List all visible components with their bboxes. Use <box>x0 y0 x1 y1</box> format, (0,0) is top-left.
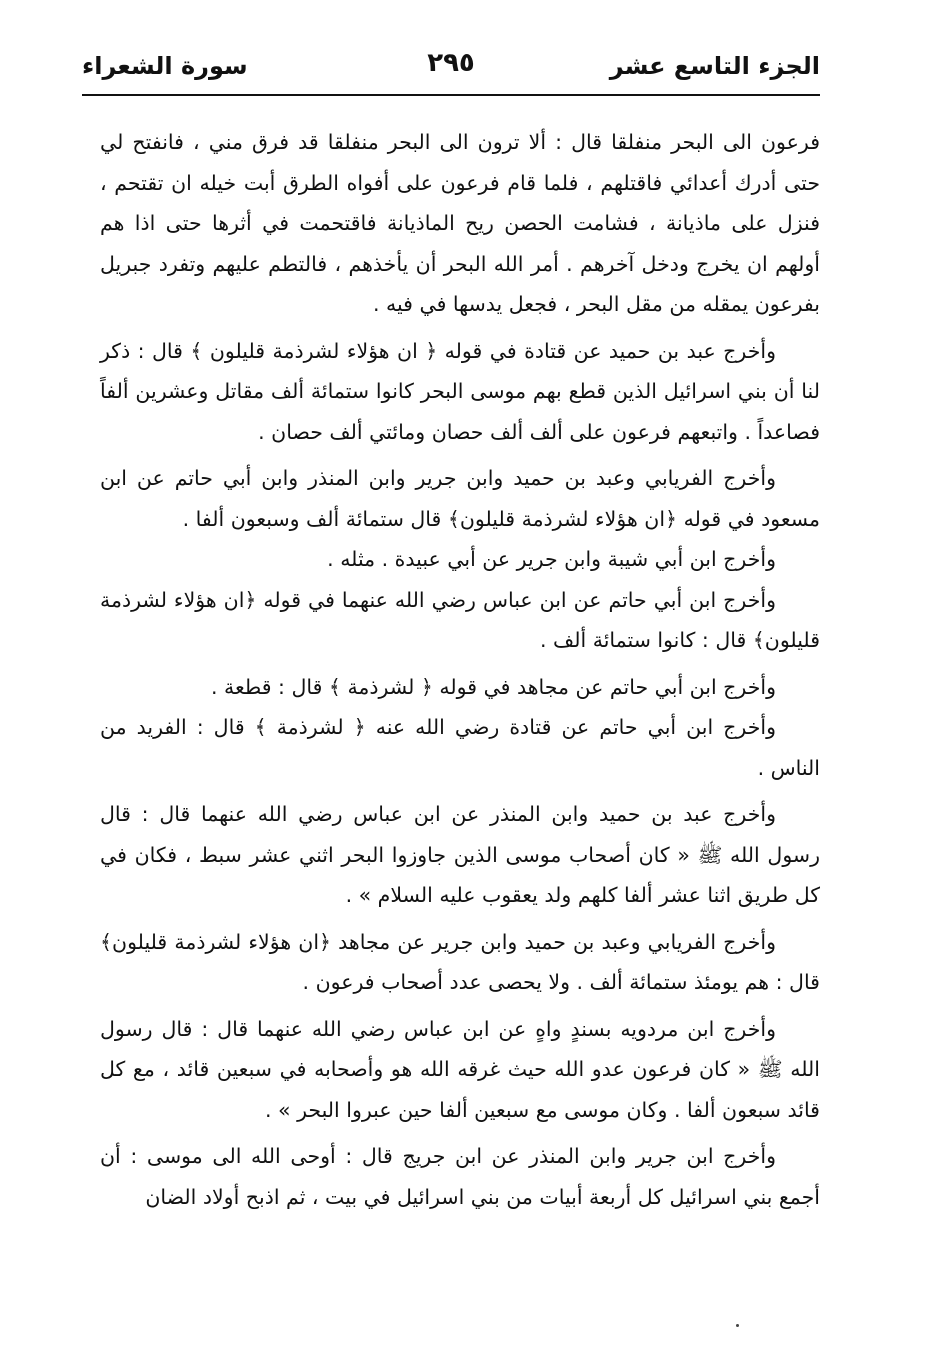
scan-speck <box>736 1324 739 1327</box>
paragraph: وأخرج عبد بن حميد عن قتادة في قوله ﴿ ان هؤلاء لشرذمة قليلون ﴾ قال : ذكر لنا أن بني اسرائيل الذين قطع بهم موسى البحر كانوا ستمائة ألف مقاتل وعشرين ألفاً فصاعداً . واتبعهم فرعون على ألف ألف حصان ومائتي ألف حصان . <box>100 338 820 444</box>
surah-title: سورة الشعراء <box>82 52 248 80</box>
paragraph: وأخرج الفريابي وعبد بن حميد وابن جرير عن مجاهد ﴿ان هؤلاء لشرذمة قليلون﴾ قال : هم يومئذ ستمائة ألف . ولا يحصى عدد أصحاب فرعون . <box>100 929 820 994</box>
paragraph: وأخرج ابن جرير وابن المنذر عن ابن جريج قال : أوحى الله الى موسى : أن أجمع بني اسرائيل كل أربعة أبيات من بني اسرائيل في بيت ، ثم اذبح أولاد الضان <box>100 1144 820 1209</box>
paragraph: وأخرج ابن مردويه بسندٍ واهٍ عن ابن عباس رضي الله عنهما قال : قال رسول الله ﷺ « كان فرعون عدو الله حيث غرقه الله هو وأصحابه في سبعين قائد ، مع كل قائد سبعون ألفا . وكان موسى مع سبعين ألفا حين عبروا البحر » . <box>100 1016 820 1122</box>
page-number: ٢٩٥ <box>427 48 475 78</box>
paragraph: وأخرج ابن أبي حاتم عن قتادة رضي الله عنه ﴿ لشرذمة ﴾ قال : الفريد من الناس . <box>100 715 820 780</box>
volume-title: الجزء التاسع عشر <box>609 52 820 80</box>
paragraph: وأخرج الفريابي وعبد بن حميد وابن جرير وابن المنذر وابن أبي حاتم عن ابن مسعود في قوله ﴿ان هؤلاء لشرذمة قليلون﴾ قال ستمائة ألف وسبعون ألفا . <box>100 466 820 531</box>
paragraph: وأخرج ابن أبي حاتم عن مجاهد في قوله ﴿ لشرذمة ﴾ قال : قطعة . <box>210 674 776 699</box>
header-rule <box>82 94 820 96</box>
page-header <box>82 40 820 90</box>
paragraph: وأخرج ابن أبي شيبة وابن جرير عن أبي عبيدة . مثله . <box>327 547 776 571</box>
paragraph: وأخرج ابن أبي حاتم عن ابن عباس رضي الله عنهما في قوله ﴿ان هؤلاء لشرذمة قليلون﴾ قال : كانوا ستمائة ألف . <box>100 587 820 652</box>
page-body <box>100 122 820 1217</box>
paragraph: وأخرج عبد بن حميد وابن المنذر عن ابن عباس رضي الله عنهما قال : قال رسول الله ﷺ « كان أصحاب موسى الذين جاوزوا البحر اثني عشر سبط ، فكان في كل طريق اثنا عشر ألفا كلهم ولد يعقوب عليه السلام » . <box>100 802 820 907</box>
paragraph: فرعون الى البحر منفلقا قال : ألا ترون الى البحر منفلقا قد فرق مني ، فانفتح لي حتى أدرك أعدائي فاقتلهم ، فلما قام فرعون على أفواه الطرق أبت خيله ان تقتحم ، فنزل على ماذيانة ، فشامت الحصن ريح الماذيانة فاقتحمت في أثرها حتى اذا هم أولهم ان يخرج ودخل آخرهم . أمر الله البحر أن يأخذهم ، فالتطم عليهم وتفرد جبريل بفرعون يمقله من مقل البحر ، فجعل يدسها في فيه . <box>100 130 820 316</box>
